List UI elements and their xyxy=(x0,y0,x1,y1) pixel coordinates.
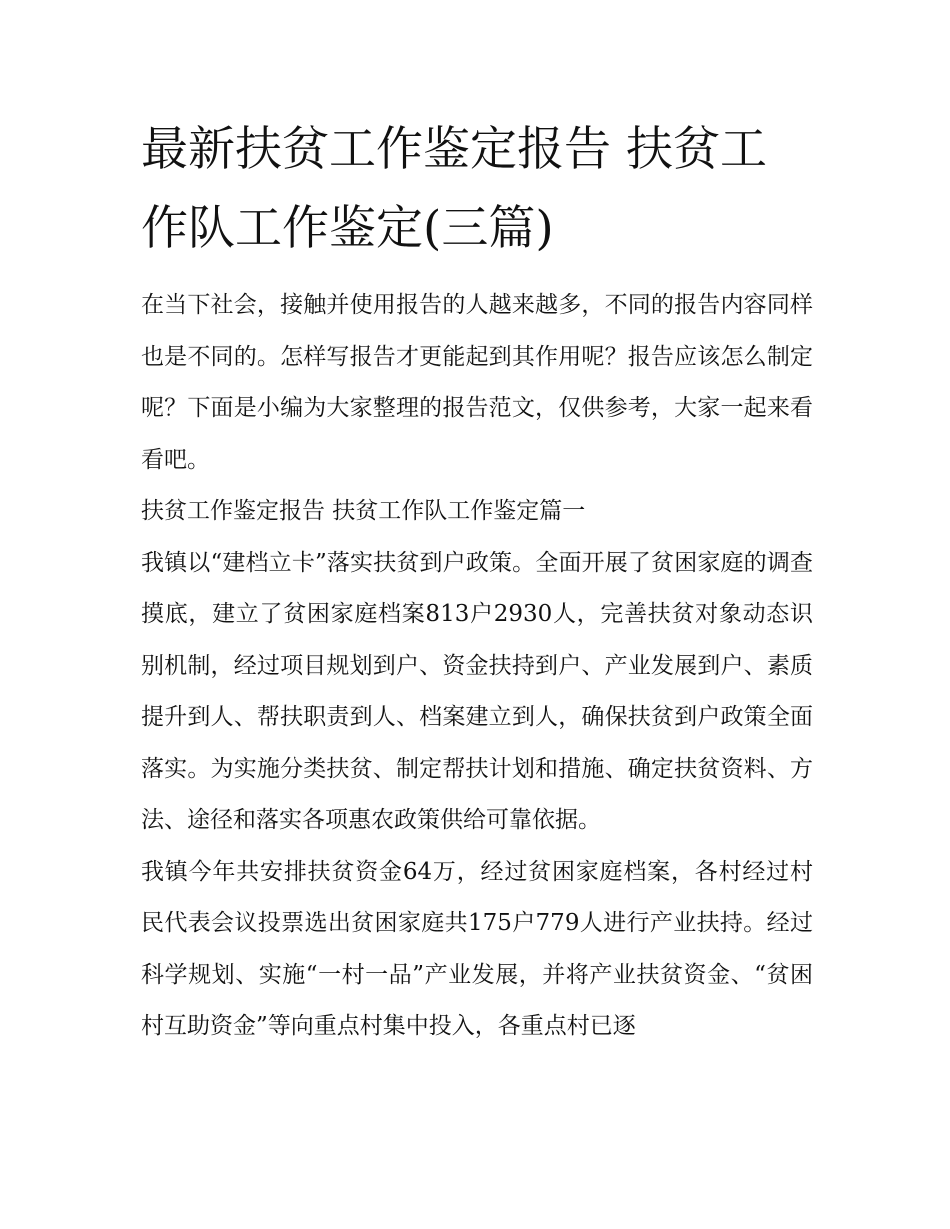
document-title: 最新扶贫工作鉴定报告 扶贫工作队工作鉴定(三篇) xyxy=(141,122,767,256)
document-body xyxy=(141,280,813,1053)
intro-paragraph: 在当下社会，接触并使用报告的人越来越多，不同的报告内容同样也是不同的。怎样写报告才更能起到其作用呢？报告应该怎么制定呢？下面是小编为大家整理的报告范文，仅供参考，大家一起来看看吧。 xyxy=(141,292,813,473)
body-paragraph: 我镇以“建档立卡”落实扶贫到户政策。全面开展了贫困家庭的调查摸底，建立了贫困家庭档案813户2930人，完善扶贫对象动态识别机制，经过项目规划到户、资金扶持到户、产业发展到户、素质提升到人、帮扶职责到人、档案建立到人，确保扶贫到户政策全面落实。为实施分类扶贫、制定帮扶计划和措施、确定扶贫资料、方法、途径和落实各项惠农政策供给可靠依据。 xyxy=(141,549,813,833)
document-page xyxy=(141,110,813,1053)
body-paragraph: 我镇今年共安排扶贫资金64万，经过贫困家庭档案，各村经过村民代表会议投票选出贫困家庭共175户779人进行产业扶持。经过科学规划、实施“一村一品”产业发展，并将产业扶贫资金、“贫困村互助资金”等向重点村集中投入，各重点村已逐 xyxy=(141,858,813,1039)
section-heading: 扶贫工作鉴定报告 扶贫工作队工作鉴定篇一 xyxy=(141,498,586,524)
